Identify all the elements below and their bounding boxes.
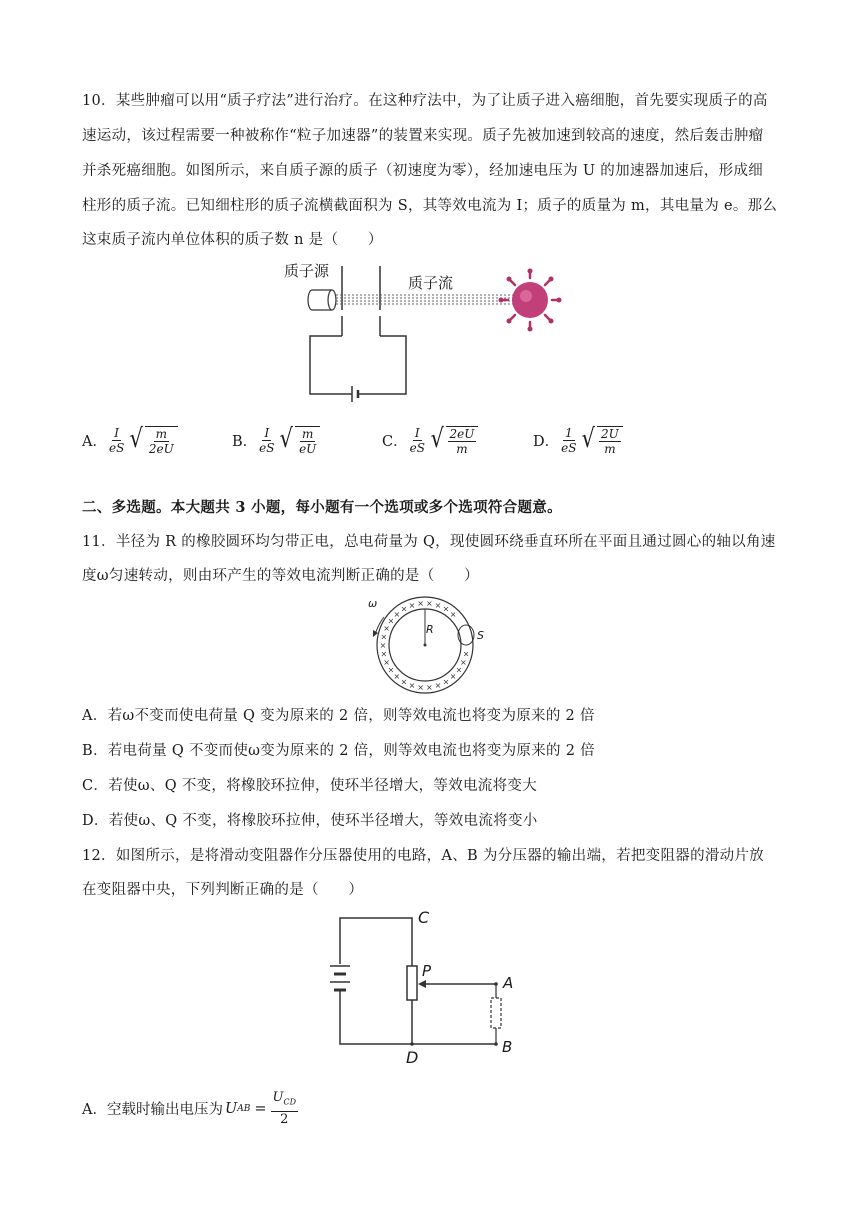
numerator-subscript: CD [283, 1097, 297, 1107]
label-c: C [418, 908, 430, 927]
sqrt-icon: √ $\frac{2eU}{m}$ [429, 424, 478, 456]
q10-line-2: 速运动，该过程需要一种被称作“粒子加速器”的装置来实现。质子先被加速到较高的速度，然后轰击肿瘤 [82, 128, 764, 144]
radicand-denominator: m [604, 442, 616, 456]
proton-stream-label: 质子流 [408, 274, 454, 292]
fraction [408, 426, 427, 455]
q10-line-5: 这束质子流内单位体积的质子数 n 是（ ） [82, 232, 383, 248]
charge-mark: × [393, 672, 401, 682]
option-letter: A． [82, 433, 107, 450]
charge-mark: × [442, 604, 450, 614]
charge-mark: × [426, 599, 433, 609]
radicand-numerator: m [301, 427, 314, 441]
q12-line-1: 12．如图所示，是将滑动变阻器作分压器使用的电路，A、B 为分压器的输出端，若把变阻器的滑动片放 [82, 848, 765, 864]
q11-line-1: 11．半径为 R 的橡胶圆环均匀带正电，总电荷量为 Q，现使圆环绕垂直环所在平面且通过圆心的轴以角速 [82, 534, 776, 550]
charge-mark: × [383, 623, 390, 633]
lhs-subscript: AB [237, 1103, 251, 1114]
charge-mark: × [393, 609, 401, 619]
q10-line-1: 10．某些肿瘤可以用“质子疗法”进行治疗。在这种疗法中，为了让质子进入癌细胞，首先要实现质子的高 [82, 93, 768, 109]
equals-sign: = [254, 1100, 267, 1117]
charge-mark: × [387, 616, 395, 626]
radicand-numerator: m [155, 427, 168, 441]
q10-option-b [232, 424, 320, 456]
divider-circuit-diagram [320, 906, 530, 1070]
label-d: D [406, 1048, 419, 1067]
fraction-numerator: U [272, 1090, 284, 1105]
charged-ring-diagram [362, 595, 502, 703]
q10-option-a [82, 424, 178, 456]
label-p: P [422, 962, 432, 980]
fraction-numerator: I [114, 425, 120, 440]
charge-mark: × [387, 665, 395, 675]
fraction [559, 426, 578, 455]
fraction [271, 1090, 299, 1128]
omega-label: ω [368, 597, 378, 610]
q12-line-2: 在变阻器中央，下列判断正确的是（ ） [82, 882, 364, 898]
charge-mark: × [380, 632, 388, 642]
q11-line-2: 度ω匀速转动，则由环产生的等效电流判断正确的是（ ） [82, 568, 479, 584]
fraction-numerator: 1 [564, 425, 573, 440]
charge-mark: × [417, 682, 424, 692]
q11-option-c: C．若使ω、Q 不变，将橡胶环拉伸，使环半径增大，等效电流将变大 [82, 778, 538, 794]
charge-mark: × [449, 609, 457, 619]
charge-mark: × [434, 680, 442, 690]
battery-icon [330, 966, 350, 998]
radicand-numerator: 2eU [449, 427, 475, 441]
fraction-numerator: I [414, 425, 420, 440]
section-heading: 二、多选题。本大题共 3 小题，每小题有一个选项或多个选项符合题意。 [82, 499, 562, 516]
charge-mark: × [449, 672, 457, 682]
fraction-denominator: eS [108, 440, 125, 455]
radicand-denominator: eU [299, 442, 317, 456]
q10-option-d [533, 424, 623, 456]
surface-label: S [477, 629, 484, 642]
q10-line-4: 柱形的质子流。已知细柱形的质子流横截面积为 S，其等效电流为 I；质子的质量为 m，其电量为 e。那么 [82, 198, 778, 214]
option-letter: D． [533, 433, 560, 450]
charge-mark: × [442, 677, 450, 687]
q11-option-d: D．若使ω、Q 不变，将橡胶环拉伸，使环半径增大，等效电流将变小 [82, 813, 538, 829]
radicand-denominator: 2eU [148, 442, 174, 456]
divider-circuit-figure [320, 906, 530, 1070]
q11-option-b: B．若电荷量 Q 不变而使ω变为原来的 2 倍，则等效电流也将变为原来的 2 倍 [82, 743, 595, 759]
fraction-denominator: 2 [280, 1111, 289, 1127]
fraction-denominator: eS [409, 440, 425, 455]
radius-label: R [426, 623, 434, 636]
fraction [257, 426, 276, 455]
proton-source-label: 质子源 [284, 262, 330, 280]
proton-accelerator-figure [280, 258, 580, 408]
charge-mark: × [408, 680, 416, 690]
charge-mark: × [380, 649, 388, 659]
q10-option-c [382, 424, 478, 456]
charge-mark: × [383, 658, 390, 668]
fraction-denominator: eS [561, 440, 577, 455]
charge-mark: × [455, 665, 463, 675]
sqrt-icon: √ $\frac{m}{eU}$ [278, 424, 320, 456]
lhs-symbol: U [224, 1100, 238, 1117]
charge-mark: × [426, 682, 433, 692]
charge-mark: × [400, 677, 408, 687]
charge-mark: × [379, 641, 387, 650]
charge-mark: × [417, 599, 424, 609]
label-a: A [503, 974, 514, 992]
charge-mark: × [462, 649, 470, 659]
label-b: B [502, 1038, 513, 1056]
charge-mark: × [400, 604, 408, 614]
fraction [107, 426, 126, 455]
charge-mark: × [434, 601, 442, 611]
option-letter: B． [232, 433, 258, 450]
charge-mark: × [408, 601, 416, 611]
fraction-numerator: I [264, 425, 270, 440]
sqrt-icon: √ $\frac{2U}{m}$ [580, 424, 622, 456]
option-text: A．空载时输出电压为 [82, 1102, 223, 1119]
sqrt-icon: √ $\frac{m}{2eU}$ [128, 424, 177, 456]
q12-option-a [82, 1090, 298, 1128]
q11-option-a: A．若ω不变而使电荷量 Q 变为原来的 2 倍，则等效电流也将变为原来的 2 倍 [82, 708, 595, 724]
fraction-denominator: eS [259, 440, 275, 455]
option-letter: C． [382, 433, 408, 450]
charge-mark: × [460, 658, 467, 668]
radicand-numerator: 2U [601, 427, 619, 441]
cancer-cell-icon [499, 269, 562, 332]
q10-line-3: 并杀死癌细胞。如图所示，来自质子源的质子（初速度为零），经加速电压为 U 的加速器加速后，形成细 [82, 163, 764, 179]
ring-figure [362, 595, 502, 703]
radicand-denominator: m [456, 442, 468, 456]
